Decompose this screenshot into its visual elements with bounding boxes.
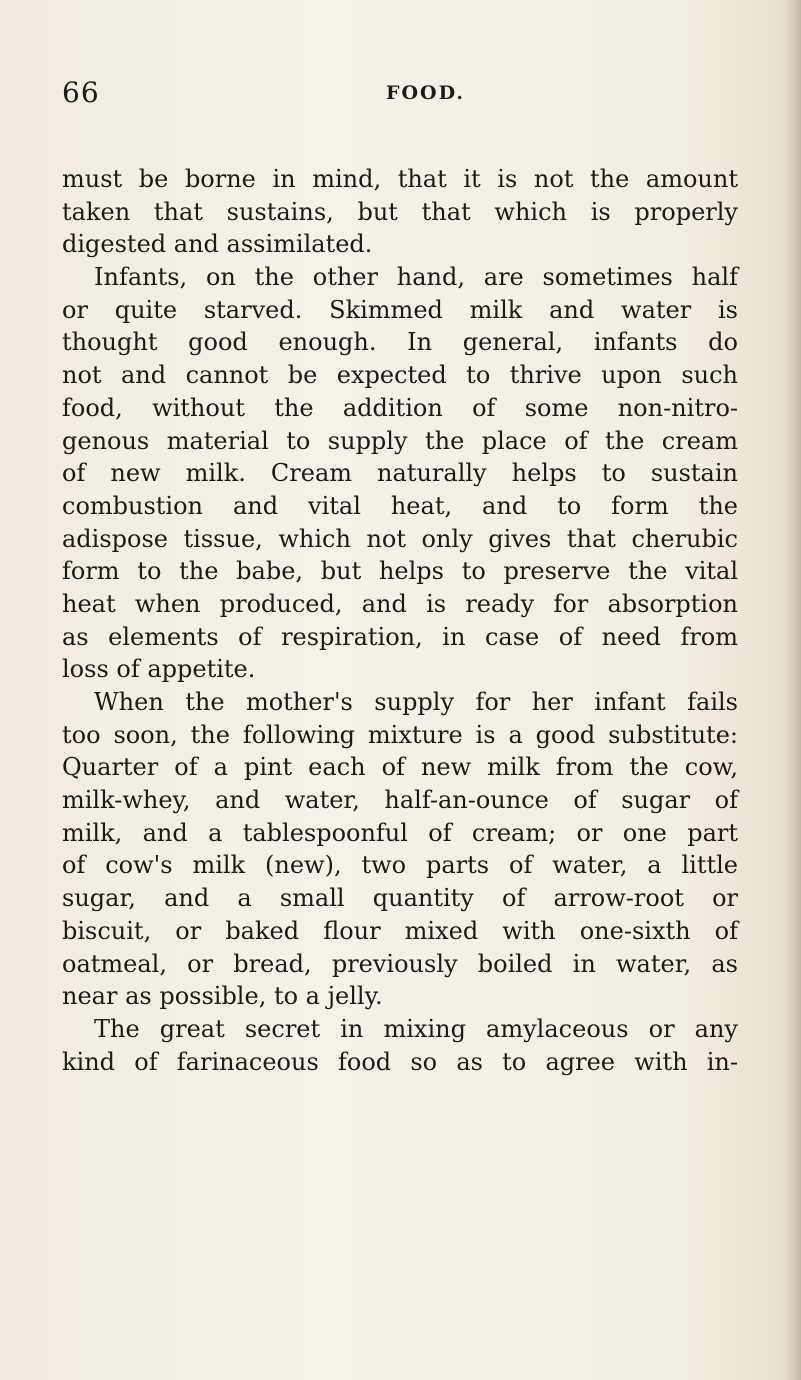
text-line: When the mother's supply for her infant fails — [94, 688, 738, 716]
body-text — [62, 163, 738, 1078]
text-line: Infants, on the other hand, are sometimes half — [94, 263, 738, 292]
page-number: 66 — [62, 76, 100, 109]
text-line: sugar, and a small quantity of arrow-root or — [62, 884, 738, 913]
page-header — [62, 76, 742, 116]
text-line: of new milk. Cream naturally helps to sustain — [62, 459, 738, 488]
text-line: heat when produced, and is ready for absorption — [62, 589, 738, 618]
text-line: or quite starved. Skimmed milk and water is — [62, 295, 738, 324]
text-line: biscuit, or baked flour mixed with one-sixth of — [62, 916, 738, 945]
text-line: near as possible, to a jelly. — [62, 982, 383, 1011]
text-line: combustion and vital heat, and to form the — [62, 491, 738, 520]
text-line: form to the babe, but helps to preserve the vital — [62, 557, 738, 586]
text-line: adispose tissue, which not only gives that cherubic — [62, 524, 738, 553]
text-line: milk-whey, and water, half-an-ounce of sugar of — [62, 786, 738, 815]
text-line: Quarter of a pint each of new milk from the cow, — [62, 753, 738, 782]
text-line: oatmeal, or bread, previously boiled in water, as — [62, 949, 738, 978]
text-line: digested and assimilated. — [62, 230, 373, 259]
text-line: milk, and a tablespoonful of cream; or one part — [62, 818, 738, 847]
text-line: not and cannot be expected to thrive upon such — [62, 361, 738, 390]
text-line: The great secret in mixing amylaceous or any — [94, 1014, 738, 1043]
page-edge-shadow — [787, 0, 801, 1380]
running-head: FOOD. — [386, 82, 466, 104]
text-line: as elements of respiration, in case of need from — [62, 622, 738, 651]
text-line: must be borne in mind, that it is not the amount — [62, 165, 738, 193]
text-line: genous material to supply the place of the cream — [62, 426, 738, 455]
text-line: too soon, the following mixture is a good substitute: — [62, 720, 738, 749]
text-line: thought good enough. In general, infants do — [62, 328, 738, 357]
text-line: of cow's milk (new), two parts of water, a little — [62, 851, 738, 880]
text-line: kind of farinaceous food so as to agree with in- — [62, 1047, 738, 1076]
text-line: food, without the addition of some non-nitro- — [62, 393, 738, 422]
text-line: loss of appetite. — [62, 655, 256, 684]
text-line: taken that sustains, but that which is properly — [62, 197, 738, 226]
